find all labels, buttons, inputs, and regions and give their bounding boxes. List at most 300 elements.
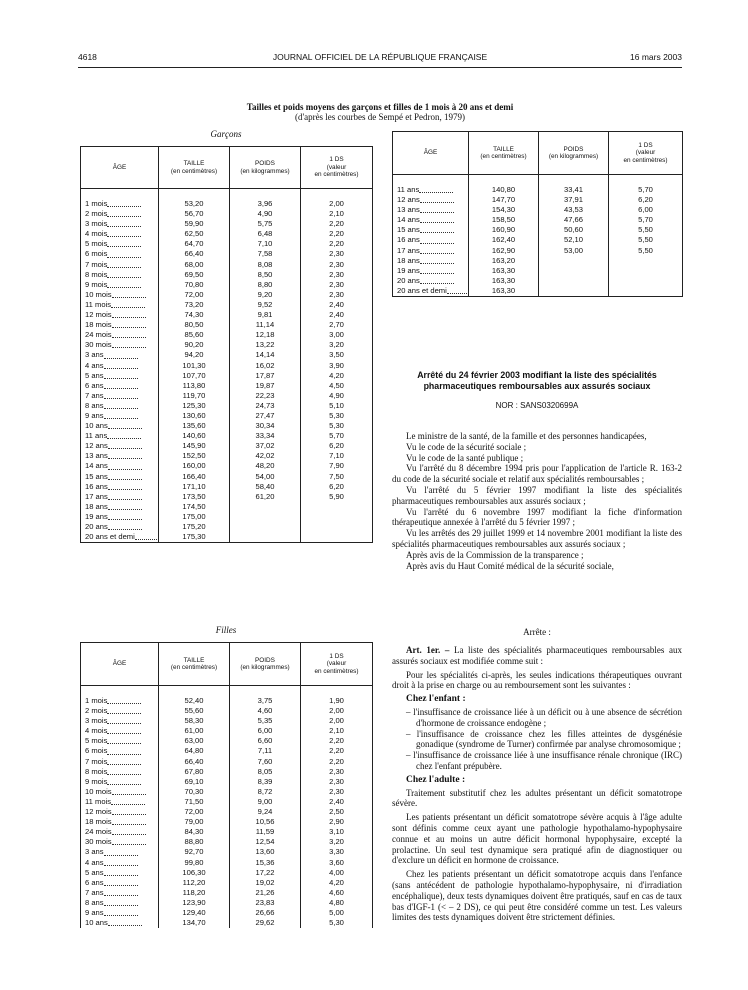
- ds-cell: [301, 512, 373, 522]
- ds-cell: 1,90: [301, 696, 373, 706]
- poids-cell: 17,87: [230, 371, 301, 381]
- poids-cell: [539, 256, 609, 266]
- col-taille: TAILLE (en centimètres): [159, 147, 230, 189]
- table-row: [393, 286, 683, 297]
- age-cell: 8 ans: [81, 898, 159, 908]
- col-age: ÂGE: [393, 132, 469, 175]
- table-row: [81, 837, 373, 847]
- table-row: [81, 401, 373, 411]
- preamble-line: Vu l'arrêté du 5 février 1997 modifiant la liste des spécialités pharmaceutiques remboursables aux assurés sociaux ;: [392, 484, 682, 506]
- ds-cell: 4,90: [301, 391, 373, 401]
- poids-cell: [230, 502, 301, 512]
- poids-cell: 8,72: [230, 787, 301, 797]
- taille-cell: 162,40: [469, 235, 539, 245]
- ds-cell: 2,20: [301, 219, 373, 229]
- taille-cell: 160,90: [469, 225, 539, 235]
- table-title-line2: (d'après les courbes de Sempé et Pedron, 1979): [294, 112, 466, 122]
- taille-cell: 129,40: [159, 908, 230, 918]
- ds-cell: 5,50: [609, 235, 683, 245]
- ds-cell: 4,00: [301, 868, 373, 878]
- table-filles-suite: [392, 131, 683, 297]
- ds-cell: 3,20: [301, 837, 373, 847]
- poids-cell: 22,23: [230, 391, 301, 401]
- table-row: [81, 249, 373, 259]
- age-cell: 1 mois: [81, 199, 159, 209]
- age-cell: 10 mois: [81, 290, 159, 300]
- age-cell: 12 ans: [81, 441, 159, 451]
- ds-cell: 2,90: [301, 817, 373, 827]
- col-poids: POIDS (en kilogrammes): [230, 147, 301, 189]
- poids-cell: 12,18: [230, 330, 301, 340]
- taille-cell: 112,20: [159, 878, 230, 888]
- age-cell: 3 ans: [81, 847, 159, 857]
- table-row: [81, 888, 373, 898]
- col-ds: 1 DS (valeur en centimètres): [301, 147, 373, 189]
- enfant-item: – l'insuffisance de croissance chez les filles atteintes de dysgénésie gonadique (syndrome de Turner) confirmée par analyse chromosomique ;: [392, 729, 682, 751]
- table-row: [393, 256, 683, 266]
- age-cell: 20 ans et demi: [81, 532, 159, 543]
- age-cell: 10 mois: [81, 787, 159, 797]
- poids-cell: 8,50: [230, 270, 301, 280]
- ds-cell: 5,50: [609, 246, 683, 256]
- spacer-row: [81, 686, 373, 697]
- adulte-paragraph: Chez les patients présentant un déficit somatotrope acquis dans l'enfance (sans antécédent de pathologie hypothalamo-hypophysaire, ni d'irradiation encéphalique), deux tests dynamiques doivent être pratiqués, sauf en cas de taux bas d'IGF-1 (< – 2 DS), ce qui peut être considéré comme un test. Les valeurs limites des tests dynamiques doivent être strictement définies.: [392, 869, 682, 923]
- taille-cell: 173,50: [159, 492, 230, 502]
- table-row: [81, 502, 373, 512]
- poids-cell: 8,39: [230, 777, 301, 787]
- ds-cell: 5,30: [301, 918, 373, 928]
- preamble-line: Vu l'arrêté du 6 novembre 1997 modifiant la fiche d'information thérapeutique annexée à l'arrêté du 5 février 1997 ;: [392, 506, 682, 528]
- poids-cell: [230, 512, 301, 522]
- ds-cell: 6,20: [301, 441, 373, 451]
- poids-cell: 29,62: [230, 918, 301, 928]
- table-row: [393, 276, 683, 286]
- poids-cell: 7,11: [230, 746, 301, 756]
- ds-cell: 2,40: [301, 300, 373, 310]
- ds-cell: [609, 256, 683, 266]
- table-row: [81, 421, 373, 431]
- table-row: [81, 716, 373, 726]
- taille-cell: 140,80: [469, 185, 539, 195]
- ds-cell: 6,20: [301, 482, 373, 492]
- taille-cell: 84,30: [159, 827, 230, 837]
- ds-cell: 3,20: [301, 340, 373, 350]
- table-row: [81, 239, 373, 249]
- table-row: [393, 225, 683, 235]
- table-row: [393, 205, 683, 215]
- page-number: 4618: [78, 52, 97, 62]
- taille-cell: 66,40: [159, 249, 230, 259]
- table-row: [393, 215, 683, 225]
- taille-cell: 163,30: [469, 286, 539, 297]
- taille-cell: 85,60: [159, 330, 230, 340]
- caption-garcons: Garçons: [210, 129, 242, 139]
- taille-cell: 63,00: [159, 736, 230, 746]
- taille-cell: 175,20: [159, 522, 230, 532]
- age-cell: 4 mois: [81, 229, 159, 239]
- poids-cell: 7,60: [230, 757, 301, 767]
- taille-cell: 69,10: [159, 777, 230, 787]
- taille-cell: 88,80: [159, 837, 230, 847]
- age-cell: 24 mois: [81, 827, 159, 837]
- poids-cell: 9,52: [230, 300, 301, 310]
- ds-cell: 2,30: [301, 767, 373, 777]
- ds-cell: [609, 266, 683, 276]
- ds-cell: 2,30: [301, 270, 373, 280]
- ds-cell: 2,20: [301, 229, 373, 239]
- taille-cell: 62,50: [159, 229, 230, 239]
- ds-cell: 5,30: [301, 411, 373, 421]
- age-cell: 12 mois: [81, 310, 159, 320]
- ds-cell: 2,30: [301, 280, 373, 290]
- table-row: [393, 266, 683, 276]
- arrete-label: Arrête :: [523, 627, 551, 637]
- taille-cell: 66,40: [159, 757, 230, 767]
- poids-cell: 9,24: [230, 807, 301, 817]
- age-cell: 2 mois: [81, 706, 159, 716]
- table-row: [81, 441, 373, 451]
- ds-cell: 5,10: [301, 401, 373, 411]
- ds-cell: 3,90: [301, 361, 373, 371]
- ds-cell: 2,30: [301, 787, 373, 797]
- taille-cell: 113,80: [159, 381, 230, 391]
- age-cell: 6 ans: [81, 878, 159, 888]
- poids-cell: 8,05: [230, 767, 301, 777]
- taille-cell: 154,30: [469, 205, 539, 215]
- ds-cell: 5,30: [301, 421, 373, 431]
- ds-cell: 2,20: [301, 746, 373, 756]
- taille-cell: 80,50: [159, 320, 230, 330]
- preamble-line: Après avis du Haut Comité médical de la sécurité sociale,: [406, 560, 614, 571]
- poids-cell: 11,59: [230, 827, 301, 837]
- table-row: [81, 431, 373, 441]
- taille-cell: 175,00: [159, 512, 230, 522]
- poids-cell: 33,34: [230, 431, 301, 441]
- adulte-paragraph: Les patients présentant un déficit somatotrope sévère acquis à l'âge adulte sont définis comme ceux ayant une pathologie hypothalamo-hypophysaire connue et au moins un autre déficit hormonal hypophysaire, excepté la prolactine. Un seul test dynamique sera pratiqué afin de diagnostiquer ou d'exclure un déficit en hormone de croissance.: [392, 812, 682, 866]
- poids-cell: [230, 522, 301, 532]
- age-cell: 4 ans: [81, 361, 159, 371]
- ds-cell: 2,30: [301, 777, 373, 787]
- age-cell: 24 mois: [81, 330, 159, 340]
- taille-cell: 71,50: [159, 797, 230, 807]
- poids-cell: 52,10: [539, 235, 609, 245]
- ds-cell: 2,70: [301, 320, 373, 330]
- age-cell: 7 ans: [81, 391, 159, 401]
- age-cell: 12 mois: [81, 807, 159, 817]
- age-cell: 3 ans: [81, 350, 159, 360]
- poids-cell: 13,60: [230, 847, 301, 857]
- taille-cell: 68,00: [159, 260, 230, 270]
- poids-cell: 4,90: [230, 209, 301, 219]
- page-header: [78, 52, 682, 66]
- taille-cell: 152,50: [159, 451, 230, 461]
- poids-cell: [539, 276, 609, 286]
- taille-cell: 125,30: [159, 401, 230, 411]
- ds-cell: 2,00: [301, 199, 373, 209]
- taille-cell: 74,30: [159, 310, 230, 320]
- table-row: [81, 797, 373, 807]
- table-row: [81, 350, 373, 360]
- poids-cell: 9,20: [230, 290, 301, 300]
- table-row: [81, 726, 373, 736]
- age-cell: 2 mois: [81, 209, 159, 219]
- ds-cell: 6,00: [609, 205, 683, 215]
- taille-cell: 123,90: [159, 898, 230, 908]
- poids-cell: 8,08: [230, 260, 301, 270]
- poids-cell: 13,22: [230, 340, 301, 350]
- ds-cell: 5,70: [301, 431, 373, 441]
- table-row: [81, 381, 373, 391]
- taille-cell: 92,70: [159, 847, 230, 857]
- poids-cell: 6,00: [230, 726, 301, 736]
- poids-cell: 53,00: [539, 246, 609, 256]
- table-row: [81, 411, 373, 421]
- taille-cell: 58,30: [159, 716, 230, 726]
- poids-cell: 19,87: [230, 381, 301, 391]
- poids-cell: 12,54: [230, 837, 301, 847]
- table-title: [78, 102, 682, 122]
- poids-cell: 7,10: [230, 239, 301, 249]
- ds-cell: 3,60: [301, 858, 373, 868]
- age-cell: 8 ans: [81, 401, 159, 411]
- table-row: [81, 371, 373, 381]
- taille-cell: 118,20: [159, 888, 230, 898]
- taille-cell: 175,30: [159, 532, 230, 543]
- age-cell: 20 ans et demi: [393, 286, 469, 297]
- poids-cell: 50,60: [539, 225, 609, 235]
- poids-cell: 4,60: [230, 706, 301, 716]
- caption-filles: Filles: [215, 625, 237, 635]
- age-cell: 17 ans: [393, 246, 469, 256]
- col-taille: TAILLE (en centimètres): [159, 643, 230, 686]
- age-cell: 7 mois: [81, 757, 159, 767]
- taille-cell: 53,20: [159, 199, 230, 209]
- poids-cell: [539, 286, 609, 297]
- arrete-title: Arrêté du 24 février 2003 modifiant la liste des spécialités pharmaceutiques remboursables aux assurés sociaux: [417, 370, 657, 391]
- poids-cell: 42,02: [230, 451, 301, 461]
- table-row: [81, 868, 373, 878]
- poids-cell: 6,60: [230, 736, 301, 746]
- preamble-line: Vu les arrêtés des 29 juillet 1999 et 14 novembre 2001 modifiant la liste des spécialités pharmaceutiques remboursables aux assurés sociaux ;: [392, 528, 682, 549]
- taille-cell: 69,50: [159, 270, 230, 280]
- age-cell: 14 ans: [393, 215, 469, 225]
- taille-cell: 79,00: [159, 817, 230, 827]
- table-row: [81, 280, 373, 290]
- poids-cell: 24,73: [230, 401, 301, 411]
- poids-cell: 7,58: [230, 249, 301, 259]
- table-row: [81, 482, 373, 492]
- age-cell: 5 mois: [81, 736, 159, 746]
- table-row: [393, 235, 683, 245]
- article-1-text: Art. 1er. – La liste des spécialités pharmaceutiques remboursables aux assurés sociaux est modifiée comme suit :: [392, 645, 682, 666]
- ds-cell: 2,00: [301, 716, 373, 726]
- taille-cell: 106,30: [159, 868, 230, 878]
- taille-cell: 72,00: [159, 290, 230, 300]
- taille-cell: 101,30: [159, 361, 230, 371]
- age-cell: 5 mois: [81, 239, 159, 249]
- ds-cell: 3,00: [301, 330, 373, 340]
- col-ds: 1 DS (valeur en centimètres): [301, 643, 373, 686]
- table-row: [81, 706, 373, 716]
- poids-cell: 9,00: [230, 797, 301, 807]
- table-row: [81, 219, 373, 229]
- taille-cell: 70,30: [159, 787, 230, 797]
- table-row: [81, 199, 373, 209]
- table-row: [81, 847, 373, 857]
- taille-cell: 56,70: [159, 209, 230, 219]
- taille-cell: 134,70: [159, 918, 230, 928]
- age-cell: 16 ans: [393, 235, 469, 245]
- age-cell: 5 ans: [81, 868, 159, 878]
- taille-cell: 61,00: [159, 726, 230, 736]
- table-row: [81, 696, 373, 706]
- poids-cell: 61,20: [230, 492, 301, 502]
- table-row: [81, 817, 373, 827]
- age-cell: 12 ans: [393, 195, 469, 205]
- ds-cell: 5,70: [609, 185, 683, 195]
- adulte-paragraph: Traitement substitutif chez les adultes présentant un déficit somatotrope sévère.: [392, 787, 682, 809]
- age-cell: 3 mois: [81, 716, 159, 726]
- age-cell: 3 mois: [81, 219, 159, 229]
- table-filles: [80, 642, 373, 928]
- col-age: ÂGE: [81, 643, 159, 686]
- ds-cell: 3,50: [301, 350, 373, 360]
- table-row: [81, 229, 373, 239]
- ds-cell: 2,00: [301, 706, 373, 716]
- header-rule: [78, 67, 682, 68]
- ds-cell: 2,30: [301, 249, 373, 259]
- poids-cell: 37,02: [230, 441, 301, 451]
- table-row: [393, 246, 683, 256]
- age-cell: 1 mois: [81, 696, 159, 706]
- poids-cell: 6,48: [230, 229, 301, 239]
- poids-cell: 16,02: [230, 361, 301, 371]
- enfant-item: – l'insuffisance de croissance liée à une insuffisance rénale chronique (IRC) chez l'enfant prépubère.: [392, 750, 682, 772]
- ds-cell: 7,50: [301, 472, 373, 482]
- ds-cell: [301, 502, 373, 512]
- table-row: [81, 532, 373, 543]
- table-row: [81, 522, 373, 532]
- col-taille: TAILLE (en centimètres): [469, 132, 539, 175]
- taille-cell: 140,60: [159, 431, 230, 441]
- adulte-heading: Chez l'adulte :: [406, 774, 466, 785]
- age-cell: 19 ans: [393, 266, 469, 276]
- table-row: [81, 391, 373, 401]
- ds-cell: 2,40: [301, 310, 373, 320]
- taille-cell: 145,90: [159, 441, 230, 451]
- enfant-list: [392, 707, 682, 772]
- ds-cell: 5,70: [609, 215, 683, 225]
- enfant-item: – l'insuffisance de croissance liée à un déficit ou à une absence de sécrétion d'hormone de croissance endogène ;: [392, 707, 682, 729]
- age-cell: 9 ans: [81, 908, 159, 918]
- poids-cell: 3,96: [230, 199, 301, 209]
- ds-cell: 5,90: [301, 492, 373, 502]
- taille-cell: 163,20: [469, 256, 539, 266]
- poids-cell: 17,22: [230, 868, 301, 878]
- age-cell: 6 mois: [81, 249, 159, 259]
- preamble: [392, 431, 682, 571]
- table-row: [81, 878, 373, 888]
- col-poids: POIDS (en kilogrammes): [230, 643, 301, 686]
- table-row: [81, 472, 373, 482]
- spacer-row: [393, 175, 683, 186]
- poids-cell: 5,35: [230, 716, 301, 726]
- taille-cell: 72,00: [159, 807, 230, 817]
- poids-cell: 8,80: [230, 280, 301, 290]
- poids-cell: 48,20: [230, 461, 301, 471]
- age-cell: 13 ans: [393, 205, 469, 215]
- table-row: [81, 757, 373, 767]
- taille-cell: 135,60: [159, 421, 230, 431]
- taille-cell: 160,00: [159, 461, 230, 471]
- poids-cell: 5,75: [230, 219, 301, 229]
- age-cell: 6 mois: [81, 746, 159, 756]
- ds-cell: [609, 286, 683, 297]
- table-row: [81, 330, 373, 340]
- age-cell: 18 mois: [81, 817, 159, 827]
- ds-cell: 7,90: [301, 461, 373, 471]
- taille-cell: 99,80: [159, 858, 230, 868]
- table-row: [81, 746, 373, 756]
- ds-cell: 2,10: [301, 209, 373, 219]
- preamble-line: Vu le code de la santé publique ;: [406, 452, 524, 463]
- age-cell: 7 mois: [81, 260, 159, 270]
- age-cell: 11 mois: [81, 300, 159, 310]
- ds-cell: 2,10: [301, 726, 373, 736]
- poids-cell: 23,83: [230, 898, 301, 908]
- poids-cell: 27,47: [230, 411, 301, 421]
- age-cell: 19 ans: [81, 512, 159, 522]
- table-row: [81, 300, 373, 310]
- table-row: [81, 260, 373, 270]
- age-cell: 13 ans: [81, 451, 159, 461]
- ds-cell: 6,20: [609, 195, 683, 205]
- age-cell: 4 mois: [81, 726, 159, 736]
- taille-cell: 64,70: [159, 239, 230, 249]
- poids-cell: 43,53: [539, 205, 609, 215]
- taille-cell: 166,40: [159, 472, 230, 482]
- poids-cell: 37,91: [539, 195, 609, 205]
- table-row: [81, 461, 373, 471]
- table-row: [81, 777, 373, 787]
- taille-cell: 94,20: [159, 350, 230, 360]
- table-row: [81, 827, 373, 837]
- journal-title: JOURNAL OFFICIEL DE LA RÉPUBLIQUE FRANÇAISE: [272, 52, 488, 62]
- taille-cell: 163,30: [469, 266, 539, 276]
- ds-cell: 5,00: [301, 908, 373, 918]
- taille-cell: 90,20: [159, 340, 230, 350]
- article-1-label: Art. 1er. –: [406, 645, 450, 655]
- taille-cell: 162,90: [469, 246, 539, 256]
- age-cell: 11 ans: [81, 431, 159, 441]
- article-1: [392, 645, 682, 926]
- ds-cell: 2,20: [301, 757, 373, 767]
- ds-cell: [609, 276, 683, 286]
- poids-cell: 10,56: [230, 817, 301, 827]
- poids-cell: 21,26: [230, 888, 301, 898]
- table-row: [81, 320, 373, 330]
- poids-cell: 54,00: [230, 472, 301, 482]
- table-garcons: [80, 146, 373, 543]
- taille-cell: 171,10: [159, 482, 230, 492]
- taille-cell: 174,50: [159, 502, 230, 512]
- age-cell: 8 mois: [81, 270, 159, 280]
- age-cell: 16 ans: [81, 482, 159, 492]
- col-age: ÂGE: [81, 147, 159, 189]
- table-row: [81, 451, 373, 461]
- table-row: [81, 310, 373, 320]
- ds-cell: 2,20: [301, 736, 373, 746]
